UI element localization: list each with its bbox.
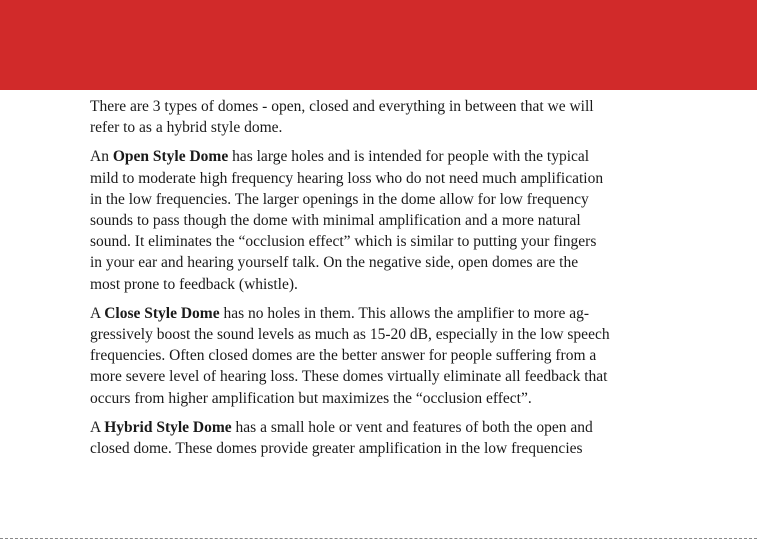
open-dome-paragraph: [90, 146, 688, 294]
text-line: sound. It eliminates the “occlusion effect” which is similar to putting your fingers: [90, 233, 597, 251]
text-line: more severe level of hearing loss. These domes virtually eliminate all feedback that: [90, 368, 608, 386]
text-line: gressively boost the sound levels as much as 15-20 dB, especially in the low speech: [90, 326, 610, 344]
text-line: closed dome. These domes provide greater amplification in the low frequencies: [90, 440, 583, 458]
bottom-dashed-rule: [0, 538, 757, 539]
text-line: in your ear and hearing yourself talk. On the negative side, open domes are the: [90, 254, 579, 272]
open-dome-term: Open Style Dome: [112, 148, 229, 166]
text-line: most prone to feedback (whistle).: [90, 275, 298, 293]
closed-dome-paragraph: [90, 303, 688, 409]
hybrid-dome-term: Hybrid Style Dome: [104, 418, 232, 436]
hybrid-dome-paragraph: [90, 417, 688, 459]
text-line: frequencies. Often closed domes are the better answer for people suffering from a: [90, 347, 597, 365]
header-band: [0, 0, 757, 90]
line-rest: has no holes in them. This allows the amplifier to more ag-: [219, 304, 590, 322]
text-line: refer to as a hybrid style dome.: [90, 119, 283, 137]
text-line: [90, 417, 688, 438]
line-prefix: An: [90, 148, 113, 166]
intro-paragraph: [90, 96, 688, 138]
line-prefix: A: [90, 304, 105, 322]
line-rest: has large holes and is intended for people with the typical: [228, 148, 590, 166]
line-rest: has a small hole or vent and features of both the open and: [231, 418, 593, 436]
text-line: mild to moderate high frequency hearing loss who do not need much amplification: [90, 169, 604, 187]
text-line: in the low frequencies. The larger openings in the dome allow for low frequency: [90, 190, 589, 208]
text-line: [90, 303, 688, 324]
line-prefix: A: [90, 418, 105, 436]
text-line: occurs from higher amplification but maximizes the “occlusion effect”.: [90, 389, 532, 407]
text-line: There are 3 types of domes - open, closed and everything in between that we will: [90, 98, 594, 115]
text-line: sounds to pass though the dome with minimal amplification and a more natural: [90, 212, 581, 230]
document-body: [90, 96, 688, 467]
text-line: [90, 146, 688, 167]
closed-dome-term: Close Style Dome: [104, 304, 220, 322]
